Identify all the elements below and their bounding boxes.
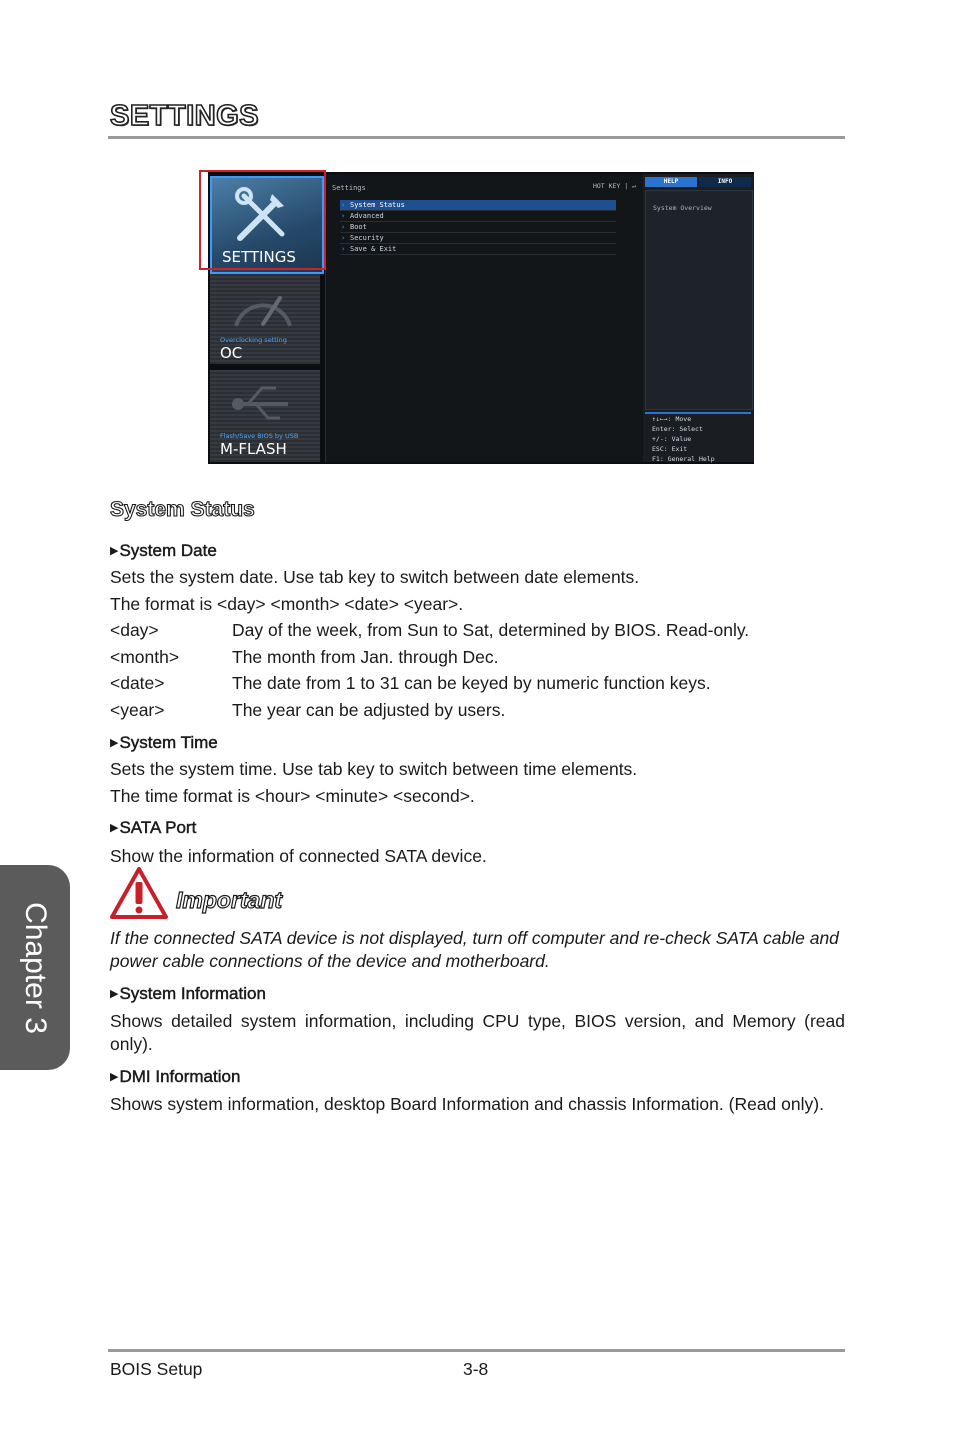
footer-section: BOIS Setup	[110, 1359, 203, 1379]
oc-tile-sub: Overclocking setting	[220, 336, 287, 344]
system-overview-label: System Overview	[653, 204, 712, 212]
menu-item-advanced[interactable]	[340, 211, 616, 222]
system-date-heading: ▶System Date	[110, 541, 217, 560]
gauge-icon	[228, 280, 298, 330]
chevron-right-icon: ›	[341, 245, 346, 253]
footer-divider	[108, 1349, 845, 1352]
triangle-bullet-icon: ▶	[110, 822, 119, 834]
dmi-information-text: Shows system information, desktop Board Information and chassis Information. (Read only).	[110, 1094, 824, 1114]
hotkey-label: HOT KEY | ↵	[592, 182, 636, 190]
tab-info[interactable]: INFO	[699, 177, 751, 187]
sata-port-heading: ▶SATA Port	[110, 818, 197, 837]
section-title: System Status	[110, 498, 255, 521]
oc-tile-label: OC	[220, 344, 243, 362]
system-time-heading: ▶System Time	[110, 733, 218, 752]
key-help: F1: General Help	[652, 455, 715, 463]
def-term: <day>	[110, 620, 159, 640]
selection-highlight	[199, 170, 326, 270]
menu-item-save-exit[interactable]	[340, 244, 616, 255]
mflash-tile	[210, 370, 320, 462]
page-number: 3-8	[463, 1359, 489, 1379]
mflash-tile-label: M-FLASH	[220, 440, 287, 458]
menu-item-label: Save & Exit	[350, 245, 397, 253]
settings-panel	[325, 174, 646, 462]
key-legend	[645, 412, 751, 464]
page-title: SETTINGS	[110, 100, 260, 132]
menu-item-label: System Status	[350, 201, 405, 209]
def-term: <month>	[110, 647, 180, 667]
help-content	[645, 190, 753, 410]
triangle-bullet-icon: ▶	[110, 988, 119, 1000]
chapter-tab	[0, 865, 70, 1070]
menu-item-label: Boot	[350, 223, 367, 231]
system-information-text: Shows detailed system information, including CPU type, BIOS version, and Memory (read only).	[110, 1011, 845, 1054]
title-divider	[108, 136, 845, 139]
system-time-line1: Sets the system time. Use tab key to switch between time elements.	[110, 759, 638, 779]
def-desc: Day of the week, from Sun to Sat, determined by BIOS. Read-only.	[232, 620, 750, 640]
menu-item-label: Advanced	[350, 212, 384, 220]
triangle-bullet-icon: ▶	[110, 545, 119, 557]
chevron-right-icon: ›	[341, 212, 346, 220]
settings-tile-label: SETTINGS	[222, 248, 296, 266]
menu-item-security[interactable]	[340, 233, 616, 244]
chevron-right-icon: ›	[341, 201, 346, 209]
tab-help[interactable]: HELP	[645, 177, 697, 187]
key-move: ↑↓←→: Move	[652, 415, 692, 423]
key-select: Enter: Select	[652, 425, 703, 433]
mflash-tile-sub: Flash/Save BIOS by USB	[220, 432, 299, 440]
triangle-bullet-icon: ▶	[110, 737, 119, 749]
important-title: Important	[176, 887, 283, 913]
def-term: <year>	[110, 700, 165, 720]
chapter-label: Chapter 3	[19, 901, 52, 1034]
system-date-line1: Sets the system date. Use tab key to switch between date elements.	[110, 567, 640, 587]
system-time-line2: The time format is <hour> <minute> <second>.	[110, 786, 475, 806]
dmi-information-heading: ▶DMI Information	[110, 1067, 241, 1086]
panel-title: Settings	[332, 184, 366, 192]
menu-item-label: Security	[350, 234, 384, 242]
settings-menu	[340, 200, 616, 255]
chevron-right-icon: ›	[341, 234, 346, 242]
menu-item-boot[interactable]	[340, 222, 616, 233]
important-text: If the connected SATA device is not displayed, turn off computer and re-check SATA cable and power cable connections of the device and motherboard.	[110, 928, 839, 971]
chevron-right-icon: ›	[341, 223, 346, 231]
usb-icon	[228, 376, 298, 430]
def-desc: The month from Jan. through Dec.	[232, 647, 499, 667]
key-exit: ESC: Exit	[652, 445, 688, 453]
help-panel	[643, 174, 754, 462]
def-desc: The year can be adjusted by users.	[232, 700, 506, 720]
menu-item-system-status[interactable]	[340, 200, 616, 211]
sata-port-line1: Show the information of connected SATA device.	[110, 846, 487, 866]
warning-icon	[109, 866, 169, 920]
key-value: +/-: Value	[652, 435, 692, 443]
triangle-bullet-icon: ▶	[110, 1071, 119, 1083]
system-information-heading: ▶System Information	[110, 984, 266, 1003]
def-desc: The date from 1 to 31 can be keyed by numeric function keys.	[232, 673, 711, 693]
def-term: <date>	[110, 673, 165, 693]
oc-tile	[210, 274, 320, 364]
system-date-line2: The format is <day> <month> <date> <year>.	[110, 594, 464, 614]
